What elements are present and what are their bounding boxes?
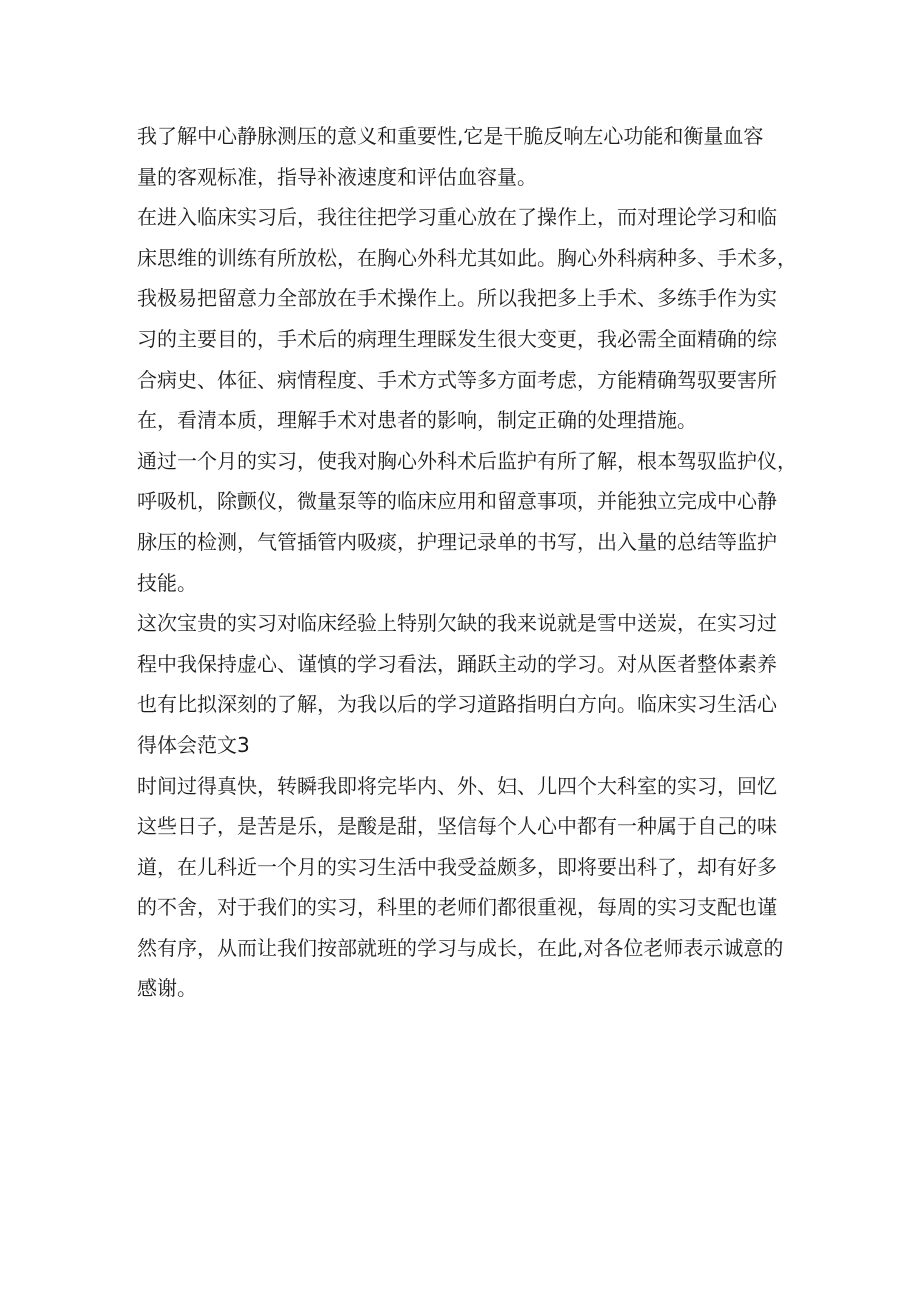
text-line: 习的主要目的，手术后的病理生理睬发生很大变更，我必需全面精确的综 <box>137 326 777 351</box>
text-line: 在，看清本质，理解手术对患者的影响，制定正确的处理措施。 <box>137 408 697 433</box>
text-line: 然有序，从而让我们按部就班的学习与成长，在此,对各位老师表示诚意的 <box>137 935 784 960</box>
text-line: 床思维的训练有所放松，在胸心外科尤其如此。胸心外科病种多、手术多， <box>137 245 797 270</box>
document-body <box>137 116 797 1009</box>
text-line: 程中我保持虚心、谨慎的学习看法，踊跃主动的学习。对从医者整体素养 <box>137 651 777 676</box>
text-line: 这些日子，是苦是乐，是酸是甜，坚信每个人心中都有一种属于自己的味 <box>137 814 777 839</box>
text-line: 通过一个月的实习，使我对胸心外科术后监护有所了解，根本驾驭监护仪， <box>137 448 797 473</box>
text-line: 时间过得真快，转瞬我即将完毕内、外、妇、儿四个大科室的实习，回忆 <box>137 773 777 798</box>
text-line: 我了解中心静脉测压的意义和重要性,它是干脆反响左心功能和衡量血容 <box>137 124 764 148</box>
text-line: 技能。 <box>137 570 197 595</box>
text-line: 的不舍，对于我们的实习，科里的老师们都很重视，每周的实习支配也谨 <box>137 895 777 920</box>
text-line: 在进入临床实习后，我往往把学习重心放在了操作上，而对理论学习和临 <box>137 205 777 230</box>
text-line: 也有比拟深刻的了解，为我以后的学习道路指明白方向。临床实习生活心 <box>137 692 777 717</box>
text-line: 呼吸机，除颤仪，微量泵等的临床应用和留意事项，并能独立完成中心静 <box>137 489 777 514</box>
text-line: 脉压的检测，气管插管内吸痰，护理记录单的书写，出入量的总结等监护 <box>137 529 777 554</box>
text-line: 合病史、体征、病情程度、手术方式等多方面考虑，方能精确驾驭要害所 <box>137 367 777 392</box>
text-line: 感谢。 <box>137 976 197 1001</box>
text-line: 量的客观标准，指导补液速度和评估血容量。 <box>137 164 537 189</box>
text-line: 这次宝贵的实习对临床经验上特别欠缺的我来说就是雪中送炭，在实习过 <box>137 611 777 636</box>
section-heading: 得体会范文3 <box>137 732 250 757</box>
text-line: 我极易把留意力全部放在手术操作上。所以我把多上手术、多练手作为实 <box>137 286 777 311</box>
text-line: 道，在儿科近一个月的实习生活中我受益颇多，即将要出科了，却有好多 <box>137 854 777 879</box>
